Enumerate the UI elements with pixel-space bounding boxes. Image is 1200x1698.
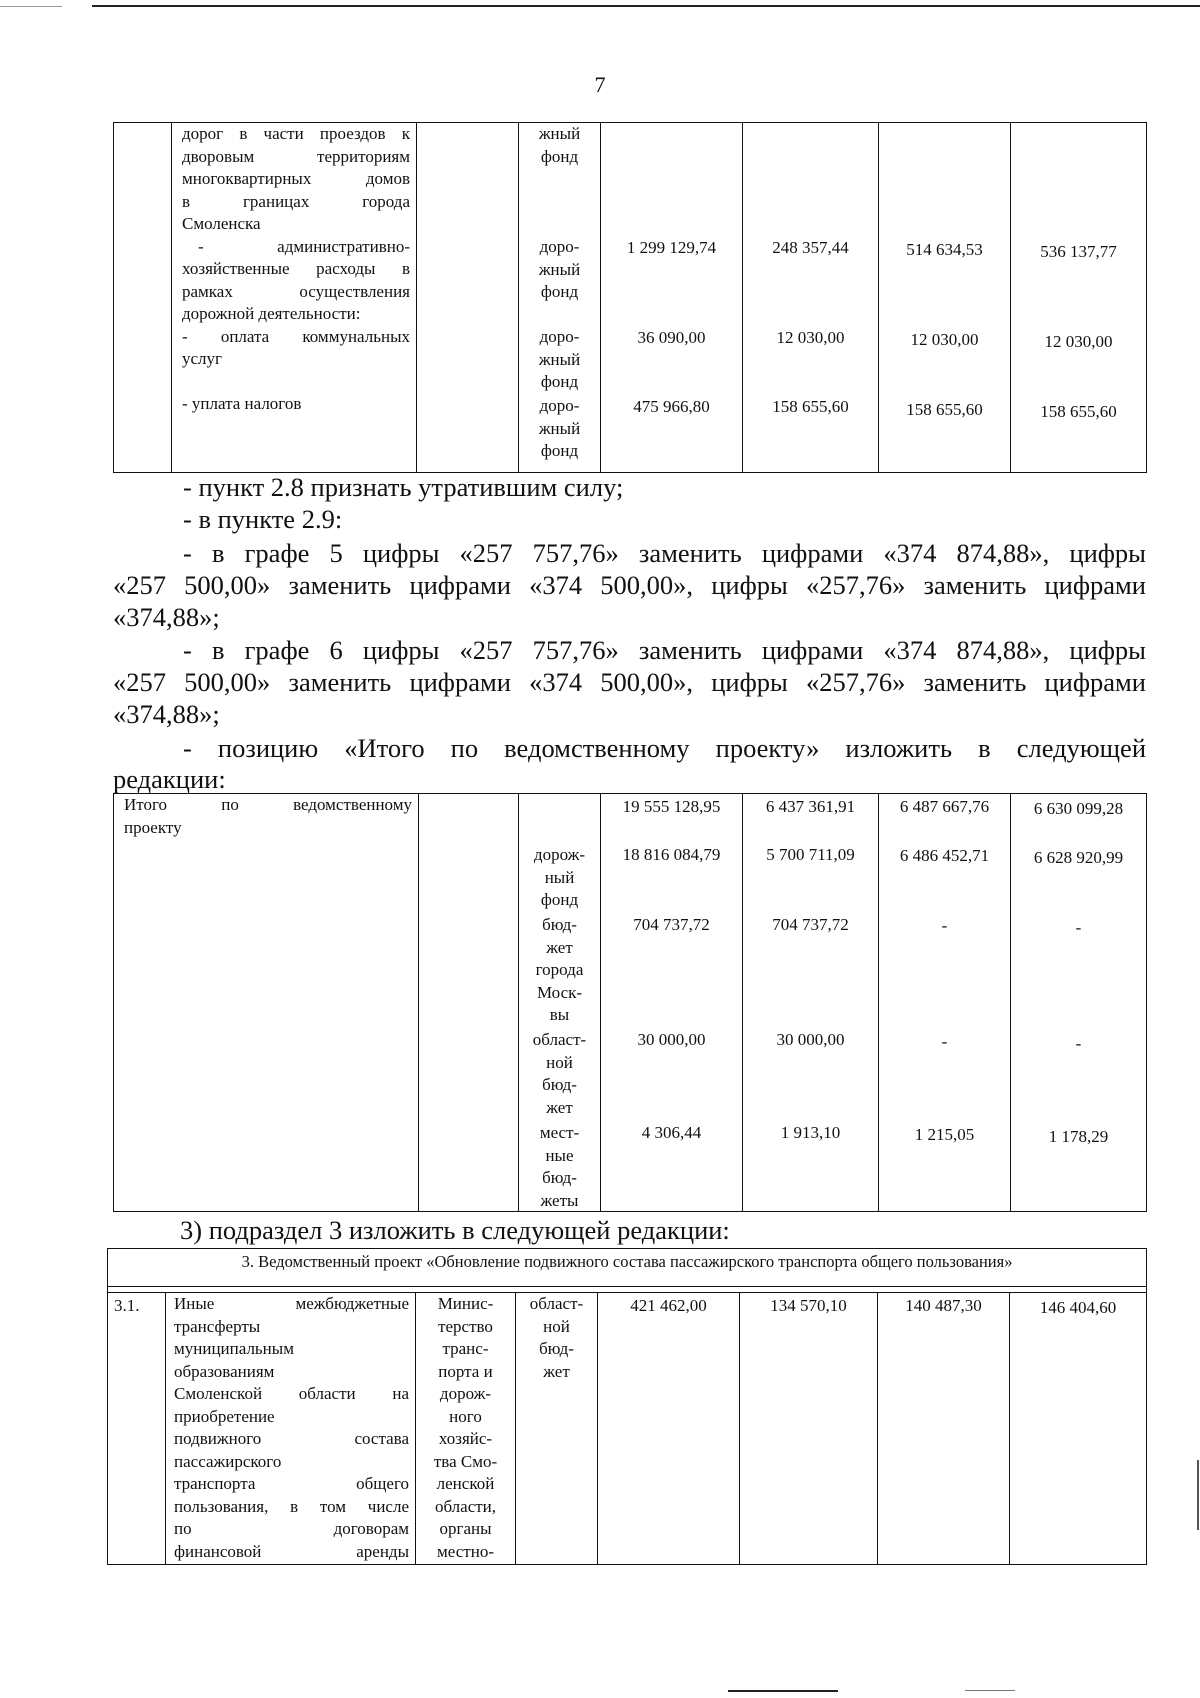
table1-exec-cell: [417, 123, 519, 473]
table1-col3-cell: 514 634,53 12 030,00 158 655,60: [879, 123, 1011, 473]
table2-col4-cell: 6 630 099,28 6 628 920,99 - - 1 178,29: [1011, 794, 1147, 1212]
scan-top-line: [92, 5, 1200, 7]
table-road-expenses: [113, 122, 1147, 473]
table1-src-cell: жный фонд доро- жный фонд доро- жный фонд доро- жный фонд: [519, 123, 601, 473]
paragraph-column5-line3: «374,88»;: [113, 602, 220, 632]
scan-top-line-left: [0, 6, 62, 7]
paragraph-item-2-8: - пункт 2.8 признать утратившим силу;: [183, 472, 624, 502]
table3-col3-cell: 140 487,30: [878, 1293, 1010, 1565]
table3-exec-cell: Минис- терство транс- порта и дорож- ного хозяйс- тва Смо- ленской области, органы местно-: [416, 1293, 516, 1565]
table3-desc-cell: Иные межбюджетные трансферты муниципальным образованиям Смоленской области на приобретение подвижного состава пассажирского транспорта общего пользования, в том числе по договорам финансовой аренды: [166, 1293, 416, 1565]
scan-bottom-line-right: [965, 1690, 1015, 1691]
table1-col1-cell: 1 299 129,74 36 090,00 475 966,80: [601, 123, 743, 473]
scan-right-edge: [1197, 1460, 1199, 1530]
paragraph-subsection-3: 3) подраздел 3 изложить в следующей редакции:: [180, 1215, 730, 1245]
table2-col2-cell: 6 437 361,91 5 700 711,09 704 737,72 30 000,00 1 913,10: [743, 794, 879, 1212]
table3-col1-cell: 421 462,00: [598, 1293, 740, 1565]
table-total-project: [113, 793, 1147, 1212]
table1-num-cell: [114, 123, 172, 473]
table2-col1-cell: 19 555 128,95 18 816 084,79 704 737,72 30 000,00 4 306,44: [601, 794, 743, 1212]
table2-src-cell: дорож- ный фонд бюд- жет города Моск- вы област- ной бюд- жет мест- ные бюд- жеты: [519, 794, 601, 1212]
table1-desc-cell: дорог в части проездов к дворовым территориям многоквартирных домов в границах города Смоленска - административно- хозяйственные расходы в рамках осуществления дорожной деятельности: - оплата коммунальных услуг - уплата налогов: [172, 123, 417, 473]
page-number: 7: [594, 72, 606, 97]
table1-col2-cell: 248 357,44 12 030,00 158 655,60: [743, 123, 879, 473]
paragraph-column6-line2: «257 500,00» заменить цифрами «374 500,00», цифры «257,76» заменить цифрами: [113, 667, 1146, 697]
paragraph-item-2-9: - в пункте 2.9:: [183, 504, 343, 534]
paragraph-total-line2: редакции:: [113, 764, 226, 794]
table2-label-cell: Итого по ведомственному проекту: [114, 794, 419, 1212]
table3-col4-cell: 146 404,60: [1010, 1293, 1147, 1565]
paragraph-total-line1: - позицию «Итого по ведомственному проекту» изложить в следующей: [183, 733, 1146, 763]
scan-bottom-line: [728, 1690, 838, 1692]
table3-src-cell: област- ной бюд- жет: [516, 1293, 598, 1565]
table2-col3-cell: 6 487 667,76 6 486 452,71 - - 1 215,05: [879, 794, 1011, 1212]
table-subsection-3: [107, 1248, 1147, 1565]
table2-exec-cell: [419, 794, 519, 1212]
table3-col2-cell: 134 570,10: [740, 1293, 878, 1565]
table3-header: 3. Ведомственный проект «Обновление подвижного состава пассажирского транспорта общего пользования»: [108, 1249, 1147, 1287]
paragraph-column6-line3: «374,88»;: [113, 699, 220, 729]
paragraph-column5-line2: «257 500,00» заменить цифрами «374 500,00», цифры «257,76» заменить цифрами: [113, 570, 1146, 600]
paragraph-column6-line1: - в графе 6 цифры «257 757,76» заменить цифрами «374 874,88», цифры: [183, 635, 1146, 665]
table3-num-cell: 3.1.: [108, 1293, 166, 1565]
table1-col4-cell: 536 137,77 12 030,00 158 655,60: [1011, 123, 1147, 473]
paragraph-column5-line1: - в графе 5 цифры «257 757,76» заменить цифрами «374 874,88», цифры: [183, 538, 1146, 568]
